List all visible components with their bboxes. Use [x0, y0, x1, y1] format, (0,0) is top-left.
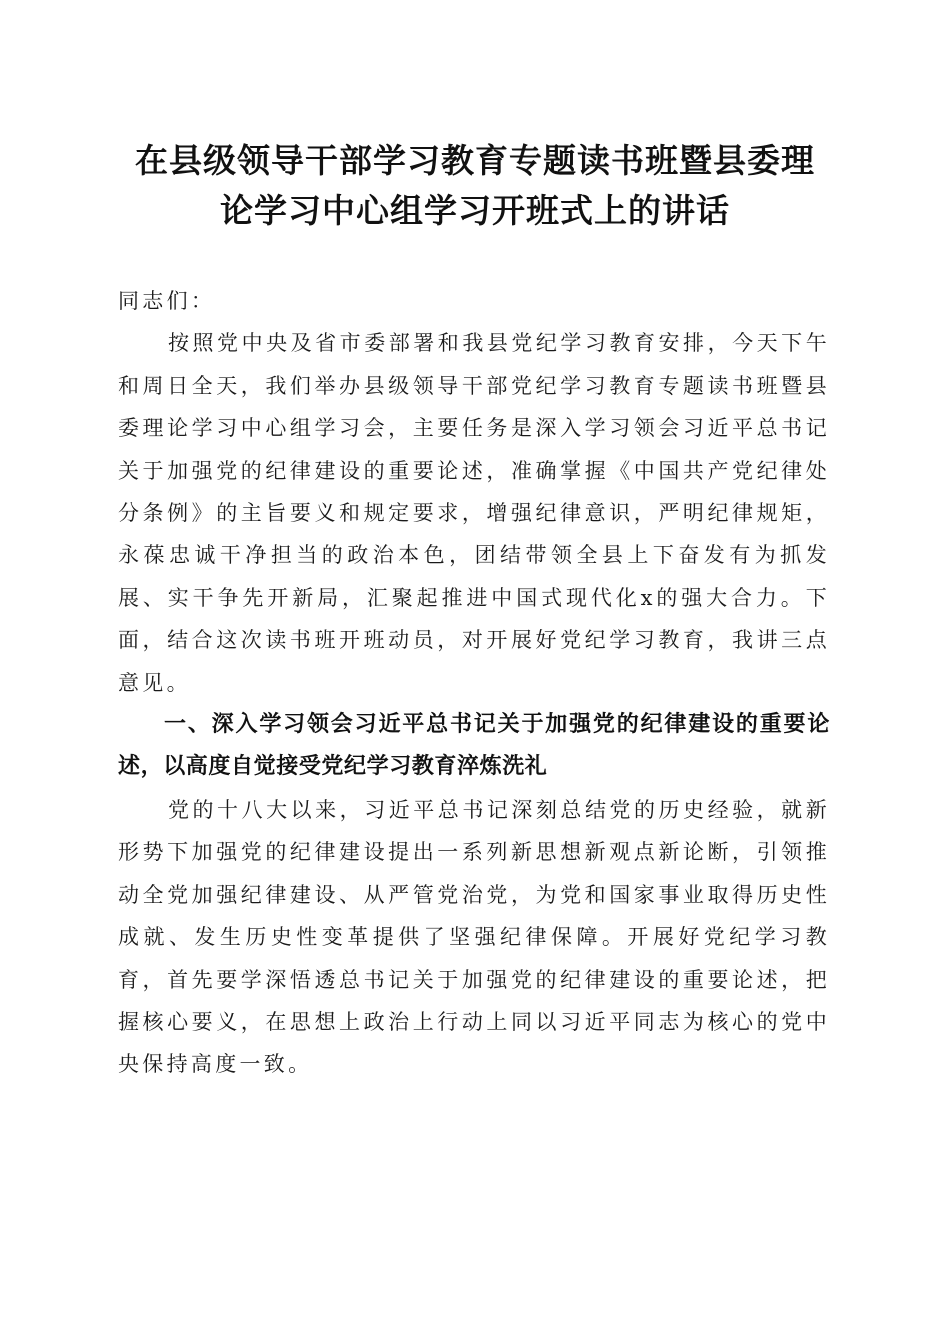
greeting: 同志们：: [118, 289, 216, 313]
document-body: [118, 280, 830, 1086]
intro-paragraph: 按照党中央及省市委部署和我县党纪学习教育安排，今天下午和周日全天，我们举办县级领导干部党纪学习教育专题读书班暨县委理论学习中心组学习会，主要任务是深入学习领会习近平总书记关于加强党的纪律建设的重要论述，准确掌握《中国共产党纪律处分条例》的主旨要义和规定要求，增强纪律意识，严明纪律规矩，永葆忠诚干净担当的政治本色，团结带领全县上下奋发有为抓发展、实干争先开新局，汇聚起推进中国式现代化x的强大合力。下面，结合这次读书班开班动员，对开展好党纪学习教育，我讲三点意见。: [118, 331, 830, 695]
section-paragraph: 党的十八大以来，习近平总书记深刻总结党的历史经验，就新形势下加强党的纪律建设提出一系列新思想新观点新论断，引领推动全党加强纪律建设、从严管党治党，为党和国家事业取得历史性成就、发生历史性变革提供了坚强纪律保障。开展好党纪学习教育，首先要学深悟透总书记关于加强党的纪律建设的重要论述，把握核心要义，在思想上政治上行动上同以习近平同志为核心的党中央保持高度一致。: [118, 797, 830, 1077]
title-line-1: 在县级领导干部学习教育专题读书班暨县委理: [135, 141, 815, 180]
document-title: [100, 136, 850, 236]
title-line-2: 论学习中心组学习开班式上的讲话: [220, 191, 730, 230]
section-heading: 一、深入学习领会习近平总书记关于加强党的纪律建设的重要论述，以高度自觉接受党纪学习教育淬炼洗礼: [118, 712, 830, 780]
